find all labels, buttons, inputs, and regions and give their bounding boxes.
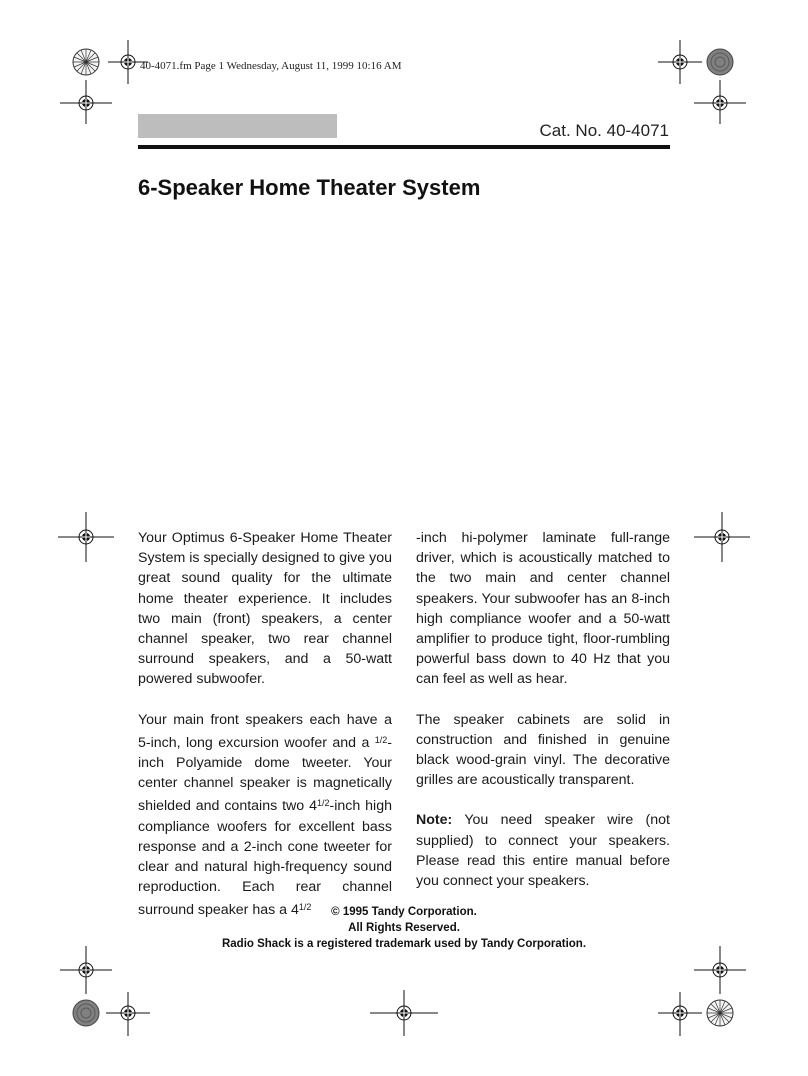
page-title: 6-Speaker Home Theater System — [138, 175, 481, 200]
copyright-line: © 1995 Tandy Corporation. — [331, 906, 477, 918]
copyright-footer — [138, 904, 670, 952]
paragraph-intro: Your Optimus 6-Speaker Home Theater System is specially designed to give you great sound quality for the ultimate home theater experience. It includes two main (front) speakers, a center channel speaker, two rear channel surround speakers, and a 50-watt powered subwoofer. — [138, 530, 392, 688]
header-gray-bar — [138, 114, 337, 138]
rights-line: All Rights Reserved. — [348, 922, 460, 934]
paragraph-speakers — [138, 710, 392, 921]
trademark-line: Radio Shack is a registered trademark used by Tandy Corporation. — [221, 938, 587, 950]
note-text: You need speaker wire (not supplied) to connect your speakers. Please read this entire manual before you connect your speakers. — [416, 812, 670, 890]
fraction-half-1: 1/2 — [374, 734, 388, 745]
paragraph-speakers-part-a: Your main front speakers each have a 5-inch, long excursion woofer and a — [138, 711, 392, 751]
body-column-left — [138, 528, 392, 941]
header-rule — [138, 145, 670, 149]
catalog-number: Cat. No. 40-4071 — [539, 121, 669, 140]
note-label: Note: — [416, 812, 453, 829]
file-header-info: 40-4071.fm Page 1 Wednesday, August 11, 1999 10:16 AM — [140, 60, 402, 72]
paragraph-note — [416, 810, 670, 891]
paragraph-cabinets: The speaker cabinets are solid in construction and finished in genuine black wood-grain vinyl. The decorative grilles are acoustically transparent. — [416, 711, 670, 789]
paragraph-speakers-part-c: -inch high compliance woofers for excellent bass response and a 2-inch cone tweeter for clear and natural high-frequency sound reproduction. Each rear channel surround speaker has a 4 — [138, 798, 392, 919]
paragraph-speakers-part-b: -inch Polyamide dome tweeter. Your center channel speaker is magnetically shielded and contains two 4 — [138, 734, 392, 815]
fraction-half-3: 1/2 — [298, 902, 312, 913]
fraction-half-2: 1/2 — [316, 798, 330, 809]
paragraph-subwoofer: -inch hi-polymer laminate full-range driver, which is acoustically matched to the two main and center channel speakers. Your subwoofer has an 8-inch high compliance woofer and a 50-watt amplifier to produce tight, floor-rumbling powerful bass down to 40 Hz that you can feel as well as hear. — [416, 530, 670, 688]
body-column-right — [416, 528, 670, 911]
